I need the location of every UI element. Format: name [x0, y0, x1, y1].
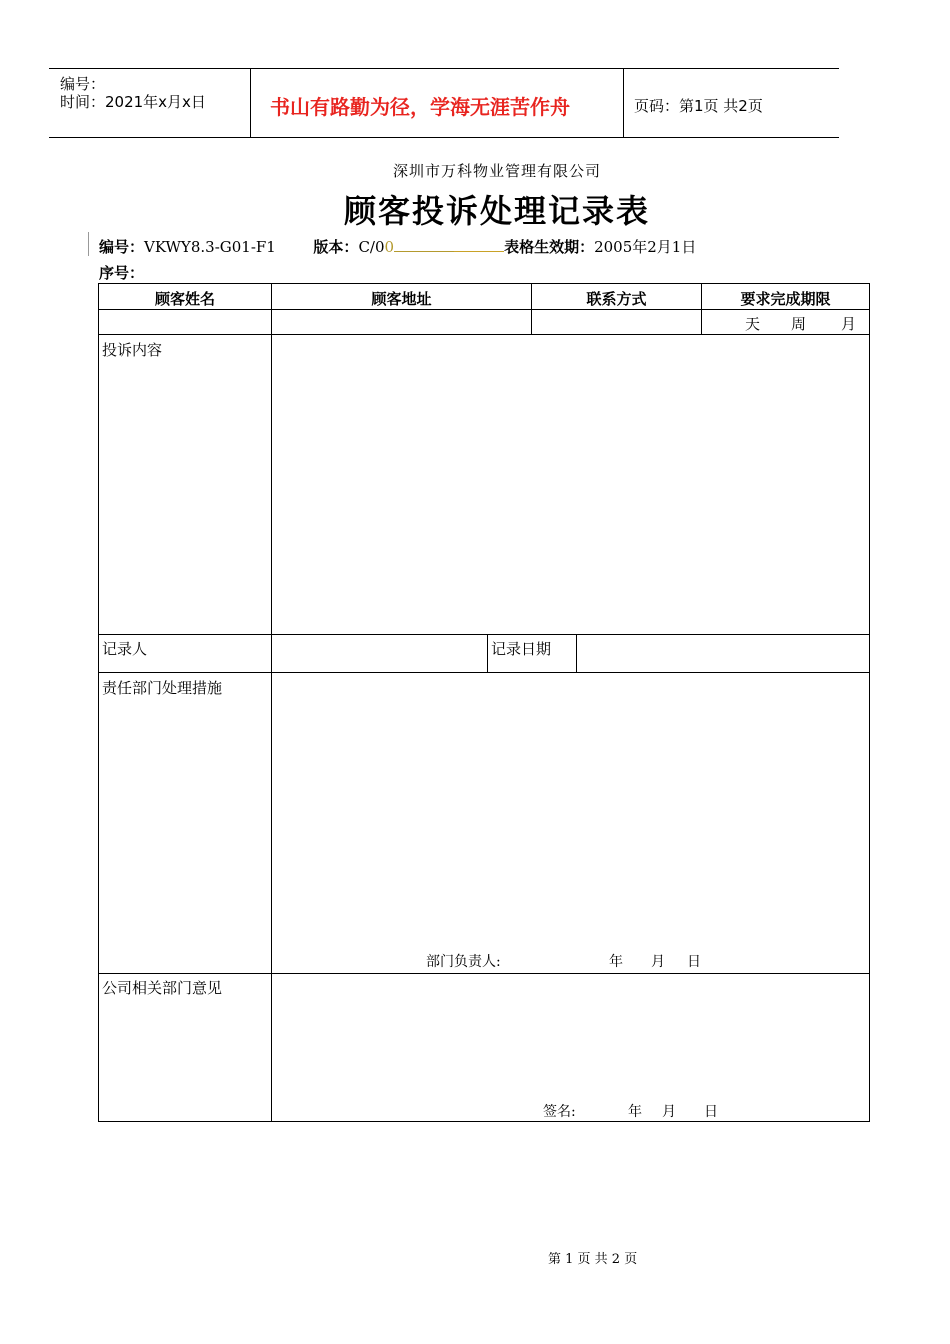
- record-date-label: 记录日期: [491, 640, 552, 658]
- deadline-day: 天: [745, 315, 761, 333]
- opinion-field[interactable]: [272, 974, 869, 1094]
- col-deadline: 要求完成期限: [740, 290, 831, 308]
- meta-row: [99, 236, 696, 257]
- col-contact: 联系方式: [586, 290, 647, 308]
- code-label: 编号：: [99, 238, 145, 256]
- deadline-week: 周: [791, 315, 807, 333]
- deadline-month: 月: [841, 315, 857, 333]
- complaint-content-field[interactable]: [272, 335, 869, 634]
- measures-field[interactable]: [272, 673, 869, 933]
- effective-label: 表格生效期：: [504, 238, 595, 256]
- margin-bar: [88, 232, 89, 256]
- opinion-day: 日: [704, 1104, 718, 1120]
- recorder-label: 记录人: [102, 640, 148, 658]
- seq-label: 序号：: [99, 264, 145, 282]
- header-divider: [250, 69, 251, 137]
- underline: [454, 237, 504, 252]
- page-indicator: 页码：第1页 共2页: [634, 97, 763, 115]
- recorder-field[interactable]: [272, 635, 487, 672]
- serial-label: 编号：: [60, 75, 106, 93]
- measures-month: 月: [651, 954, 665, 970]
- complaint-label: 投诉内容: [102, 341, 163, 359]
- company-name: 深圳市万科物业管理有限公司: [392, 162, 601, 180]
- effective-value: 2005年2月1日: [594, 238, 697, 256]
- sign-label: 签名:: [543, 1104, 576, 1120]
- contact-field[interactable]: [532, 310, 701, 334]
- opinion-label: 公司相关部门意见: [102, 979, 223, 997]
- col-customer-address: 顾客地址: [371, 290, 432, 308]
- form-title: 顾客投诉处理记录表: [343, 192, 650, 230]
- code-value: VKWY8.3-G01-F1: [144, 238, 276, 256]
- complaint-form: [98, 283, 870, 1122]
- col-customer-name: 顾客姓名: [154, 290, 215, 308]
- measures-year: 年: [609, 954, 623, 970]
- motto: 书山有路勤为径，学海无涯苦作舟: [270, 95, 570, 119]
- page-header: [49, 68, 839, 138]
- version-value: C/0: [358, 238, 385, 256]
- version-label: 版本：: [313, 238, 359, 256]
- measures-day: 日: [687, 954, 701, 970]
- customer-name-field[interactable]: [99, 310, 271, 334]
- underline: [394, 237, 454, 252]
- version-struck: 0: [384, 238, 395, 256]
- header-divider: [623, 69, 624, 137]
- time-text: 时间：2021年x月x日: [60, 93, 206, 111]
- opinion-year: 年: [628, 1104, 642, 1120]
- customer-address-field[interactable]: [272, 310, 531, 334]
- opinion-month: 月: [662, 1104, 676, 1120]
- dept-head-label: 部门负责人:: [426, 954, 501, 970]
- measures-label: 责任部门处理措施: [102, 679, 223, 697]
- record-date-field[interactable]: [577, 635, 869, 672]
- footer-page-number: 第 1 页 共 2 页: [548, 1252, 638, 1267]
